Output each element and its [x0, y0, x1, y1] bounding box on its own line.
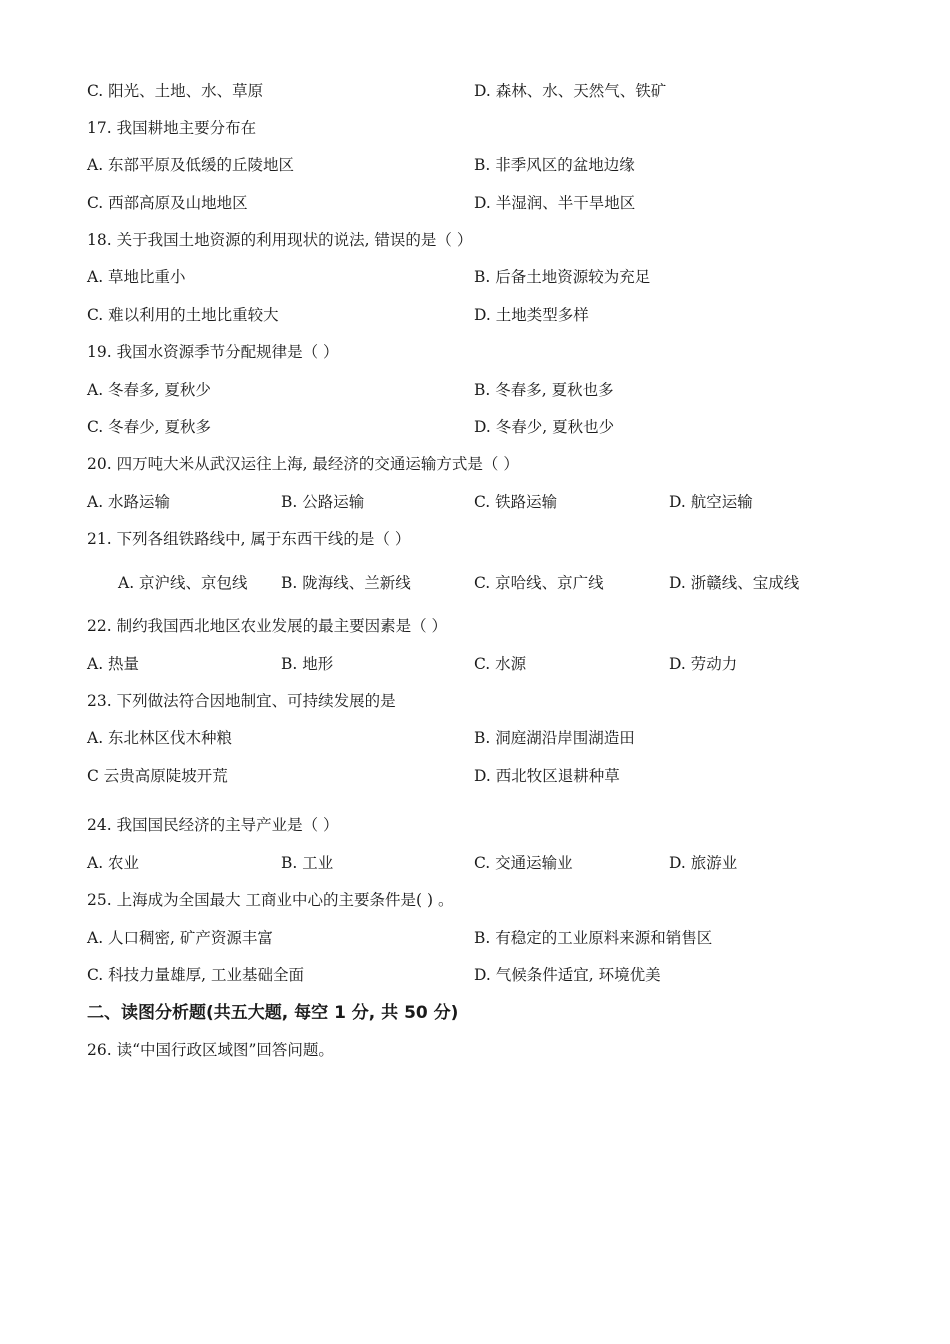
option-18-b: B. 后备土地资源较为充足 — [474, 268, 651, 286]
option-18-c: C. 难以利用的土地比重较大 — [87, 306, 279, 324]
option-24-a: A. 农业 — [87, 854, 140, 872]
option-24-d: D. 旅游业 — [669, 854, 738, 872]
option-17-b: B. 非季风区的盆地边缘 — [474, 156, 635, 174]
question-17-stem: 17. 我国耕地主要分布在 — [87, 119, 257, 137]
question-18-stem: 18. 关于我国土地资源的利用现状的说法, 错误的是（ ） — [87, 231, 473, 249]
question-21-stem: 21. 下列各组铁路线中, 属于东西干线的是（ ） — [87, 530, 411, 548]
option-20-c: C. 铁路运输 — [474, 493, 558, 511]
question-23-stem: 23. 下列做法符合因地制宜、可持续发展的是 — [87, 692, 396, 710]
option-22-d: D. 劳动力 — [669, 655, 738, 673]
option-23-a: A. 东北林区伐木种粮 — [87, 729, 233, 747]
option-25-d: D. 气候条件适宜, 环境优美 — [474, 966, 661, 984]
option-24-b: B. 工业 — [281, 854, 334, 872]
option-21-c: C. 京哈线、京广线 — [474, 574, 604, 592]
option-22-c: C. 水源 — [474, 655, 527, 673]
option-25-a: A. 人口稠密, 矿产资源丰富 — [87, 929, 273, 947]
option-17-d: D. 半湿润、半干旱地区 — [474, 194, 636, 212]
option-23-c: C 云贵高原陡坡开荒 — [87, 767, 228, 785]
option-22-b: B. 地形 — [281, 655, 334, 673]
option-21-d: D. 浙赣线、宝成线 — [669, 574, 800, 592]
option-17-a: A. 东部平原及低缓的丘陵地区 — [87, 156, 295, 174]
option-20-b: B. 公路运输 — [281, 493, 365, 511]
option-25-c: C. 科技力量雄厚, 工业基础全面 — [87, 966, 305, 984]
option-18-d: D. 土地类型多样 — [474, 306, 589, 324]
question-25-stem: 25. 上海成为全国最大 工商业中心的主要条件是( ) 。 — [87, 891, 454, 909]
option-22-a: A. 热量 — [87, 655, 140, 673]
option-21-b: B. 陇海线、兰新线 — [281, 574, 411, 592]
question-22-stem: 22. 制约我国西北地区农业发展的最主要因素是（ ） — [87, 617, 448, 635]
option-19-b: B. 冬春多, 夏秋也多 — [474, 381, 614, 399]
option-24-c: C. 交通运输业 — [474, 854, 573, 872]
option-19-a: A. 冬春多, 夏秋少 — [87, 381, 211, 399]
option-23-d: D. 西北牧区退耕种草 — [474, 767, 620, 785]
option-16-c: C. 阳光、土地、水、草原 — [87, 82, 264, 100]
option-19-d: D. 冬春少, 夏秋也少 — [474, 418, 615, 436]
option-21-a: A. 京沪线、京包线 — [118, 574, 248, 592]
option-23-b: B. 洞庭湖沿岸围湖造田 — [474, 729, 635, 747]
section-2-heading: 二、读图分析题(共五大题, 每空 1 分, 共 50 分) — [87, 1003, 459, 1023]
option-18-a: A. 草地比重小 — [87, 268, 186, 286]
option-25-b: B. 有稳定的工业原料来源和销售区 — [474, 929, 713, 947]
question-24-stem: 24. 我国国民经济的主导产业是（ ） — [87, 816, 339, 834]
option-16-d: D. 森林、水、天然气、铁矿 — [474, 82, 667, 100]
option-20-a: A. 水路运输 — [87, 493, 171, 511]
option-19-c: C. 冬春少, 夏秋多 — [87, 418, 212, 436]
option-17-c: C. 西部高原及山地地区 — [87, 194, 248, 212]
question-19-stem: 19. 我国水资源季节分配规律是（ ） — [87, 343, 339, 361]
question-26-stem: 26. 读“中国行政区域图”回答问题。 — [87, 1041, 334, 1059]
question-20-stem: 20. 四万吨大米从武汉运往上海, 最经济的交通运输方式是（ ） — [87, 455, 519, 473]
option-20-d: D. 航空运输 — [669, 493, 753, 511]
